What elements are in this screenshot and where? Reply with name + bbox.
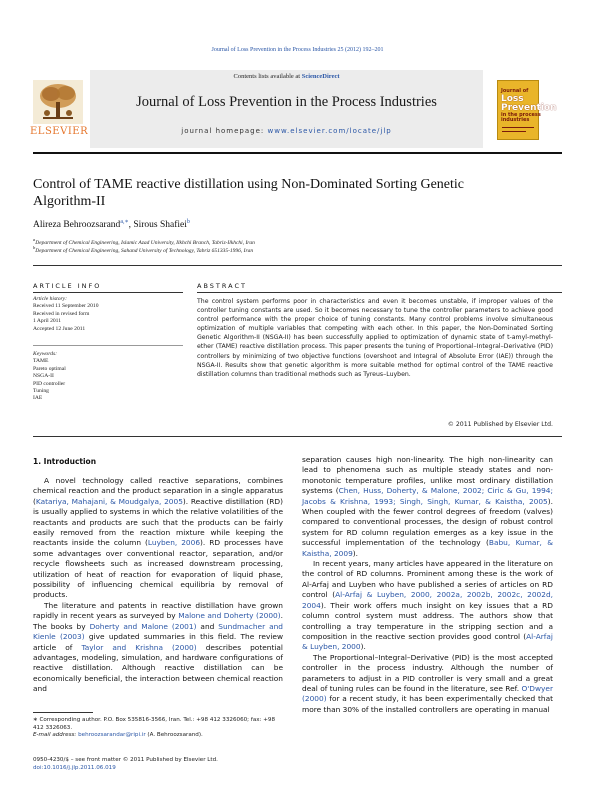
keywords-divider [33,345,183,346]
article-history [33,296,183,333]
affiliation-text: Department of Chemical Engineering, Sahand University of Technology, Tabriz 651335-1996, Iran [35,247,254,254]
paragraph [33,476,283,601]
keyword: TAME [33,358,49,365]
homepage-link[interactable]: www.elsevier.com/locate/jlp [267,127,392,135]
paragraph-text: ). When coupled with the fewer control degrees of freedom (valves) compared to conventional processes, the design of robust control system for RD column regulation emerges as a key issue in the successful implementation of the technology ( [302,496,553,548]
paragraph [302,455,553,559]
keyword: PID controller [33,380,66,387]
header-divider [33,152,562,154]
author-separator: , [128,220,134,231]
body-column-right [302,455,553,715]
author-name: Alireza Behroozsarand [33,220,121,231]
citation-link[interactable]: Al-Arfaj & Luyben, 2000, 2002a, 2002b, 2002c, 2002d, 2004 [302,590,553,610]
paragraph-text: give updated summaries in this field. The review article of [33,632,284,652]
paragraph-text: ). [352,548,359,558]
paragraph-text: In recent years, many articles have appeared in the literature on the control of RD columns. Prominent among these is the work of Al-Arfaj and Luyben who have published a series of articles on RD control ( [302,559,553,600]
cover-line3: Prevention [501,102,557,113]
citation-link[interactable]: Katariya, Mahajani, & Moudgalya, 2005 [35,496,183,506]
affiliation-mark: b [33,245,36,250]
keyword: Tuning [33,388,49,395]
paragraph-text: . The books by [33,611,283,631]
elsevier-wordmark[interactable]: ELSEVIER [30,126,89,137]
section-divider [33,265,562,266]
footnote-rule [33,712,93,713]
homepage-prefix: journal homepage: [181,127,268,135]
keyword: IAE [33,395,43,402]
keywords-label: Keywords: [33,351,58,357]
body-column-left [33,476,283,695]
affiliation-b [33,245,253,254]
citation-link[interactable]: Doherty and Malone (2001) [89,621,197,631]
keywords-block [33,351,183,403]
abstract-text: The control system performs poor in characteristics and even it becomes unstable, if improper values of the controller tuning constants are used. So it becomes necessary to tune the controller parameters to achieve good control performance with the proper choice of tuning constants. Many control problems involve simultaneous optimization of multiple variables that competing with each other. In this paper, the Non-Dominated Sorting Genetic Algorithm-II (NSGA-II) has been successfully applied to optimization of dynamic state of t-amyl-methyl-ether (TAME) reactive distillation process. This paper presents the tuning of Proportional–Integral–Derivative (PID) controllers by minimizing of two objective functions (overshoot and Integral of Absolute Error (IAE)) through the NSGA-II. Results show that genetic algorithm is more suitable method for optimal control of the TAME reactive distillation columns than traditional methods such as Tyreus–Luyben. [197,298,553,378]
paragraph-text: ). Their work offers much insight on key issues that a RD column control system must address. The authors show that controlling a tray temperature in the stripping section and a composition in the reactive section provides good control ( [302,600,553,641]
citation-link[interactable]: Malone and Doherty (2000) [178,611,281,621]
paragraph-text: for a recent study, it has been experimentally checked that more than 30% of the installed controllers are operating in manual [302,694,553,714]
affiliation-text: Department of Chemical Engineering, Islamic Azad University, Ilkhchi Branch, Tabriz-Ilkhchi, Iran [35,239,255,246]
author-affiliation-mark[interactable]: b [186,219,190,225]
citation-link[interactable]: Sundmacher and Kienle (2003) [33,621,283,642]
keyword: Pareto optimal [33,365,66,372]
page-footer [33,757,333,772]
paragraph [302,559,553,653]
abstract-heading: ABSTRACT [197,282,247,290]
contents-prefix: Contents lists available at [233,73,302,80]
history-item: Accepted 12 June 2011 [33,325,86,332]
journal-title: Journal of Loss Prevention in the Process Industries [136,94,437,110]
paragraph-text: ). RD processes have some advantages over conventional reactor, separation, and/or recycle flowsheets such as increased downstream processing, utilization of heat of reaction for evaporation of liquid phase, possibility of influencing chemical equilibria by removal of products. [33,538,283,600]
article-info-heading: ARTICLE INFO [33,282,102,290]
abstract-copyright: © 2011 Published by Elsevier Ltd. [447,421,553,428]
elsevier-tree-logo-icon [33,80,83,124]
journal-cover-thumbnail[interactable] [497,80,557,140]
email-line [33,732,283,740]
paragraph-text: separation causes high non-linearity. The high non-linearity can lead to phenomena such as multiple steady states and non-monotonic temperature profiles, unlike most ordinary distillation systems ( [302,455,553,496]
body-divider [33,436,562,437]
paragraph-text: describes potential advantages, modeling, simulation, and hardware configurations of reactive distillation. Although reactive distillation can be economically beneficial, the interaction between chemical reaction and [33,642,283,694]
issn-line: 0950-4230/$ – see front matter © 2011 Published by Elsevier Ltd. [33,757,218,763]
paragraph-text: and [196,621,219,631]
history-label: Article history: [33,296,68,302]
email-label: E-mail address: [33,732,79,739]
paragraph [302,653,553,715]
cover-rule [502,127,534,128]
history-item: Received in revised form [33,310,90,317]
journal-homepage [90,127,483,135]
author-affiliation-mark[interactable]: a,∗ [120,219,129,225]
section-heading-introduction: 1. Introduction [33,457,97,466]
article-info-divider [33,292,183,293]
corresponding-author-note: ∗ Corresponding author. P.O. Box 535816-3566, Iran. Tel.: +98 412 3326060; fax: +98 412 3326063. [33,717,276,731]
cover-line4: in the process industries [501,111,541,123]
citation-link[interactable]: Taylor and Krishna (2000) [81,642,197,652]
affiliation-mark: a [33,237,36,242]
history-item: Received 11 September 2010 [33,303,99,310]
cover-rule [502,131,526,132]
paragraph [33,601,283,695]
doi-link[interactable]: doi:10.1016/j.jlp.2011.06.019 [33,764,116,771]
email-suffix: (A. Behroozsarand). [145,732,203,739]
citation-link[interactable]: Luyben, 2006 [147,538,201,548]
paragraph-text: ). [360,642,366,652]
footnote [33,717,283,740]
contents-availability [90,73,483,80]
cover-line1: Journal of [501,88,529,94]
journal-reference[interactable]: Journal of Loss Prevention in the Process Industries 25 (2012) 192–201 [211,47,384,53]
citation-link[interactable]: Al-Arfaj & Luyben, 2000 [302,631,553,652]
abstract-divider [197,292,562,293]
paragraph-text: A novel technology called reactive separations, combines chemical reaction and the product separation in a single apparatus ( [33,476,283,506]
paragraph-text: ). Reactive distillation (RD) is usually applied to systems in which the relative volatilities of the reactants and products are such that the products can be fairly easily removed from the reaction mixture while keeping the reactants inside the column ( [33,496,284,548]
email-link[interactable]: behroozsarandar@ripi.ir [78,732,146,739]
citation-link[interactable]: Babu, Kumar, & Kaistha, 2009 [302,538,553,558]
citation-link[interactable]: Chen, Huss, Doherty, & Malone, 2002; Ciric & Gu, 1994; Jacobs & Krishna, 1993; Singh, Singh, Kumar, & Kaistha, 2005 [302,486,553,506]
paragraph-text: The Proportional–Integral–Derivative (PID) is the most accepted controller in the process industry. Although the number of parameters to adjust in a PID controller is very small and a great deal of tuning rules can be found in the literature, see Ref. [302,652,553,693]
keyword: NSGA-II [33,373,54,380]
author-name: Sirous Shafiei [133,220,187,231]
article-title: Control of TAME reactive distillation using Non-Dominated Sorting Genetic Algorithm-II [33,177,464,209]
sciencedirect-link[interactable]: ScienceDirect [301,73,340,80]
citation-link[interactable]: O'Dwyer (2000) [302,683,553,704]
history-item: 1 April 2011 [33,318,62,325]
cover-title [501,89,557,124]
author-list [33,218,190,230]
cover-line2: Loss [501,93,524,104]
paragraph-text: The literature and patents in reactive distillation have grown rapidly in recent years as surveyed by [33,600,283,621]
